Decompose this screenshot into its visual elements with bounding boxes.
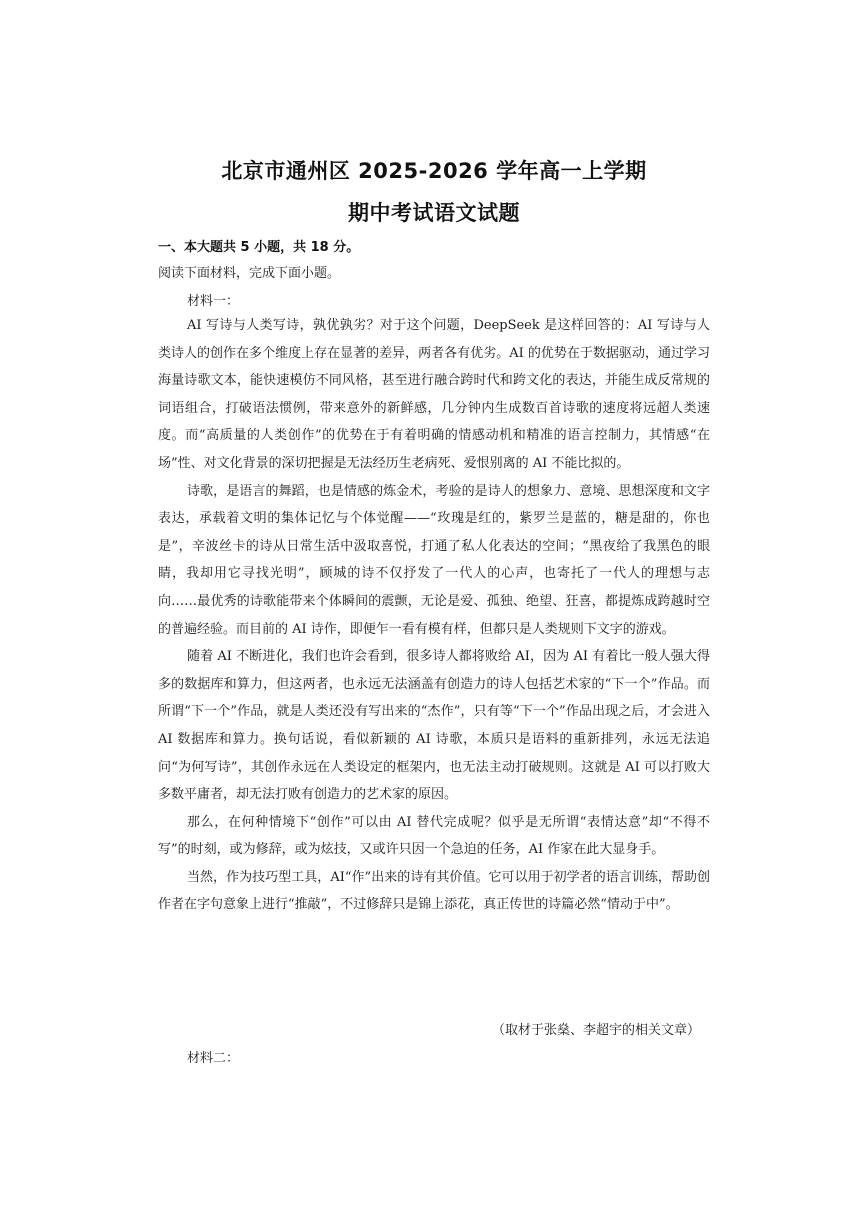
paragraph: 那么，在何种情境下“创作”可以由 AI 替代完成呢？似乎是无所谓“表情达意”却“不得不写”的时刻，或为修辞，或为炫技，又或许只因一个急迫的任务，AI 作家在此大显身手。 — [158, 814, 710, 858]
material-1-body — [158, 312, 710, 919]
source-citation: （取材于张燊、李超宇的相关文章） — [491, 1023, 700, 1038]
material-2-label: 材料二： — [187, 1051, 240, 1066]
reading-instruction: 阅读下面材料，完成下面小题。 — [158, 266, 341, 281]
exam-subtitle: 期中考试语文试题 — [348, 201, 520, 225]
paragraph: 当然，作为技巧型工具，AI“作”出来的诗有其价值。它可以用于初学者的语言训练，帮助创作者在字句意象上进行“推敲”，不过修辞只是锦上添花，真正传世的诗篇必然“情动于中”。 — [158, 869, 710, 913]
exam-title: 北京市通州区 2025-2026 学年高一上学期 — [221, 159, 647, 183]
paragraph: 随着 AI 不断进化，我们也许会看到，很多诗人都将败给 AI，因为 AI 有着比一般人强大得多的数据库和算力，但这两者，也永远无法涵盖有创造力的诗人包括艺术家的“下一个”作品。而所谓“下一个”作品，就是人类还没有写出来的“杰作”，只有等“下一个”作品出现之后，才会进入 AI 数据库和算力。换句话说，看似新颖的 AI 诗歌，本质只是语料的重新排列，永远无法追问“为何写诗”，其创作永远在人类设定的框架内，也无法主动打破规则。这就是 AI 可以打败大多数平庸者，却无法打败有创造力的艺术家的原因。 — [158, 649, 710, 803]
paragraph: 诗歌，是语言的舞蹈，也是情感的炼金术，考验的是诗人的想象力、意境、思想深度和文字表达，承载着文明的集体记忆与个体觉醒——“玫瑰是红的，紫罗兰是蓝的，糖是甜的，你也是”，辛波丝卡的诗从日常生活中汲取喜悦，打通了私人化表达的空间；“黑夜给了我黑色的眼睛，我却用它寻找光明”，顾城的诗不仅抒发了一代人的心声，也寄托了一代人的理想与志向……最优秀的诗歌能带来个体瞬间的震颤，无论是爱、孤独、绝望、狂喜，都提炼成跨越时空的普遍经验。而目前的 AI 诗作，即便乍一看有模有样，但都只是人类规则下文字的游戏。 — [158, 483, 710, 637]
section-heading: 一、本大题共 5 小题，共 18 分。 — [158, 240, 360, 255]
material-1-label: 材料一： — [187, 294, 240, 309]
paragraph: AI 写诗与人类写诗，孰优孰劣？对于这个问题，DeepSeek 是这样回答的：AI 写诗与人类诗人的创作在多个维度上存在显著的差异，两者各有优劣。AI 的优势在于数据驱动，通过学习海量诗歌文本，能快速模仿不同风格，甚至进行融合跨时代和跨文化的表达，并能生成反常规的词语组合，打破语法惯例，带来意外的新鲜感，几分钟内生成数百首诗歌的速度将远超人类速度。而“高质量的人类创作”的优势在于有着明确的情感动机和精准的语言控制力，其情感“在场”性、对文化背景的深切把握是无法经历生老病死、爱恨别离的 AI 不能比拟的。 — [158, 318, 710, 471]
